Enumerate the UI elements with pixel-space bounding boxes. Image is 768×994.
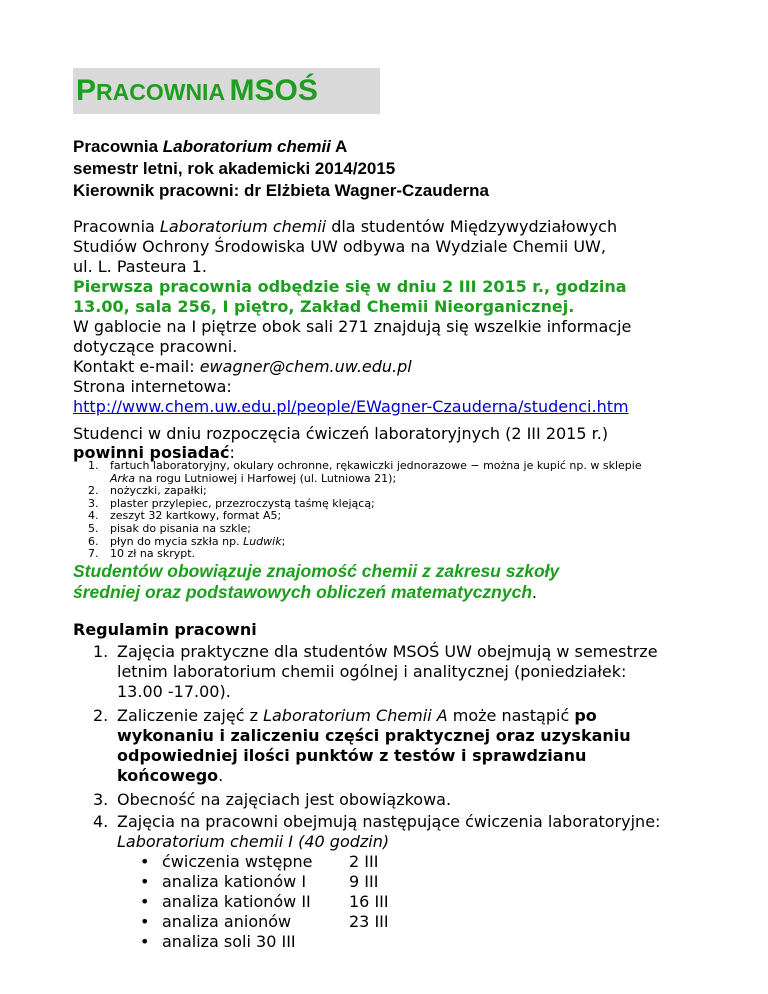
- rule-1-cont: 13.00 -17.00).: [117, 682, 231, 701]
- rule-2-cont: końcowego.: [117, 766, 224, 785]
- list-item: 4. zeszyt 32 kartkowy, format A5;: [88, 509, 282, 523]
- rule-4: 4. Zajęcia na pracowni obejmują następujące ćwiczenia laboratoryjne:: [93, 812, 661, 831]
- schedule-date: 9 III: [349, 872, 379, 891]
- intro-line-2: Studiów Ochrony Środowiska UW odbywa na Wydziale Chemii UW,: [73, 237, 606, 256]
- rule-2: 2. Zaliczenie zajęć z Laboratorium Chemii A może nastąpić po: [93, 706, 597, 725]
- list-item: 3. plaster przylepiec, przezroczystą taśmę klejącą;: [88, 496, 375, 510]
- rule-3: 3. Obecność na zajęciach jest obowiązkowa.: [93, 790, 452, 809]
- list-item: 5. pisak do pisania na szkle;: [88, 521, 251, 535]
- schedule-item: • analiza kationów II: [162, 892, 311, 912]
- rule-2-cont: odpowiedniej ilości punktów z testów i sprawdzianu: [117, 746, 587, 765]
- title-banner: [73, 68, 380, 114]
- website-link[interactable]: http://www.chem.uw.edu.pl/people/EWagner-Czauderna/studenci.htm: [73, 397, 629, 416]
- page-title: PRACOWNIA MSOŚ: [76, 74, 318, 107]
- schedule-item: • analiza anionów: [162, 912, 291, 932]
- requirement-note: Studentów obowiązuje znajomość chemii z zakresu szkoły średniej oraz podstawowych obliczeń matematycznych.: [73, 561, 560, 602]
- course-title: Pracownia Laboratorium chemii A: [73, 137, 348, 156]
- rule-1: 1. Zajęcia praktyczne dla studentów MSOŚ UW obejmują w semestrze: [93, 642, 658, 661]
- rules-title: Regulamin pracowni: [73, 620, 257, 639]
- rules-section: [73, 620, 257, 640]
- list-item: 7. 10 zł na skrypt.: [88, 547, 196, 561]
- schedule-date: 23 III: [349, 912, 389, 931]
- students-line-2: powinni posiadać:: [73, 443, 235, 462]
- intro-line-3: ul. L. Pasteura 1.: [73, 257, 207, 276]
- rule-1-cont: letnim laboratorium chemii ogólnej i analitycznej (poniedziałek:: [117, 662, 627, 681]
- first-class-info: Pierwsza pracownia odbędzie się w dniu 2 III 2015 r., godzina: [73, 277, 627, 296]
- contact-email[interactable]: ewagner@chem.uw.edu.pl: [199, 357, 412, 376]
- equipment-list: [88, 460, 642, 561]
- list-item: Arka na rogu Lutniowej i Harfowej (ul. Lutniowa 21);: [110, 471, 397, 485]
- info-line-2: dotyczące pracowni.: [73, 337, 238, 356]
- list-item: 2. nożyczki, zapałki;: [88, 484, 207, 498]
- list-item: 1. fartuch laboratoryjny, okulary ochronne, rękawiczki jednorazowe − można je kupić np. w sklepie: [88, 459, 642, 472]
- students-line-1: Studenci w dniu rozpoczęcia ćwiczeń laboratoryjnych (2 III 2015 r.): [73, 424, 609, 443]
- schedule-date: 2 III: [349, 852, 379, 871]
- rule-2-cont: wykonaniu i zaliczeniu części praktycznej oraz uzyskaniu: [117, 726, 631, 745]
- website-label: Strona internetowa:: [73, 377, 232, 396]
- info-line-1: W gablocie na I piętrze obok sali 271 znajdują się wszelkie informacje: [73, 317, 632, 336]
- schedule-item: • analiza soli 30 III: [162, 932, 296, 952]
- supervisor-line: Kierownik pracowni: dr Elżbieta Wagner-Czauderna: [73, 181, 489, 200]
- schedule-date: 16 III: [349, 892, 389, 911]
- contact-line: Kontakt e-mail: ewagner@chem.uw.edu.pl: [73, 357, 412, 376]
- schedule-item: • analiza kationów I: [162, 872, 306, 892]
- semester-line: semestr letni, rok akademicki 2014/2015: [73, 159, 396, 178]
- first-class-location: 13.00, sala 256, I piętro, Zakład Chemii Nieorganicznej.: [73, 297, 575, 316]
- schedule-item: • ćwiczenia wstępne: [162, 852, 313, 872]
- intro-line-1: Pracownia Laboratorium chemii dla studentów Międzywydziałowych: [73, 217, 618, 236]
- rule-4-course: Laboratorium chemii I (40 godzin): [117, 832, 390, 851]
- list-item: 6. płyn do mycia szkła np. Ludwik;: [88, 534, 286, 548]
